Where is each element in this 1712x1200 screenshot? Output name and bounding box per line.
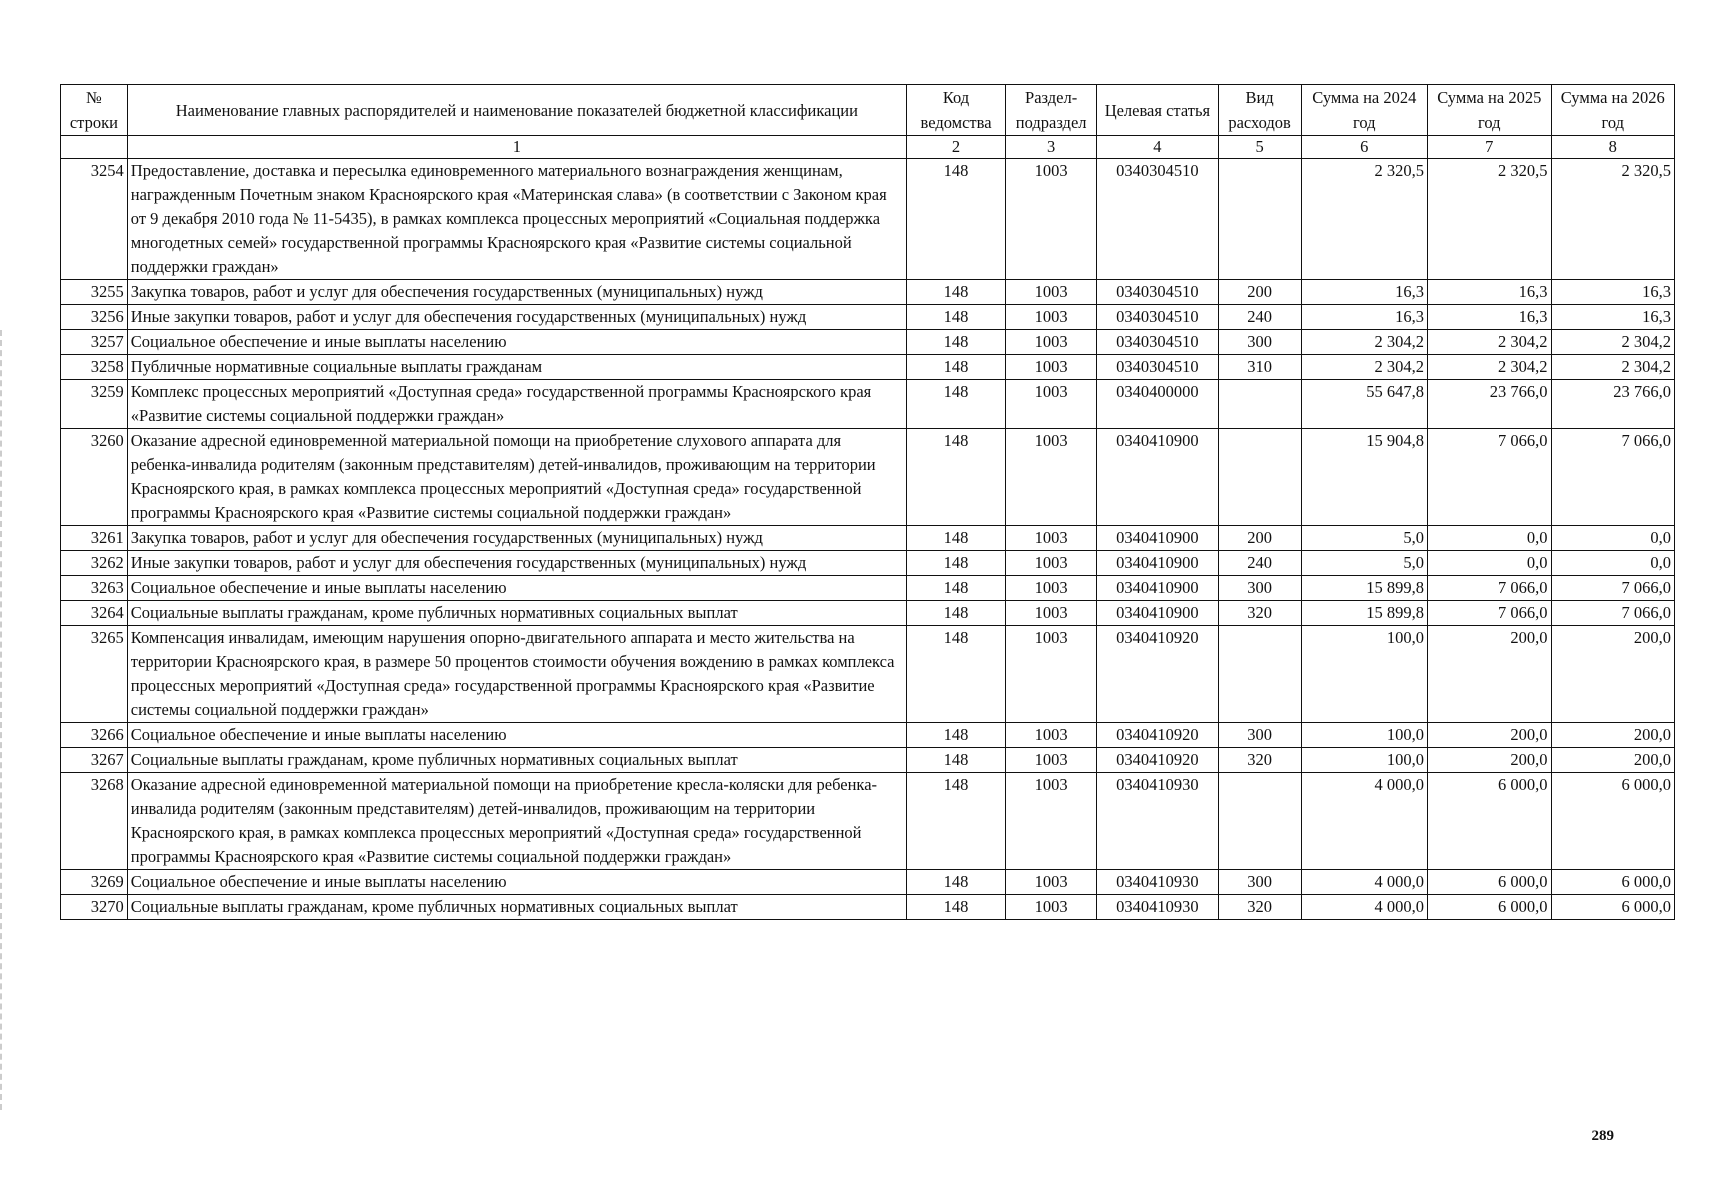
cell-dept-code: 148 xyxy=(906,601,1005,626)
cell-name: Социальное обеспечение и иные выплаты населению xyxy=(127,870,906,895)
cell-sum-2025: 0,0 xyxy=(1428,526,1551,551)
cell-row-no: 3269 xyxy=(61,870,128,895)
cell-sum-2026: 16,3 xyxy=(1551,305,1675,330)
cell-expense-type: 240 xyxy=(1218,551,1301,576)
cell-dept-code: 148 xyxy=(906,280,1005,305)
cell-dept-code: 148 xyxy=(906,380,1005,429)
cell-sum-2026: 6 000,0 xyxy=(1551,870,1675,895)
cell-section: 1003 xyxy=(1006,723,1097,748)
header-dept-code: Код ведомства xyxy=(906,85,1005,136)
cell-sum-2025: 200,0 xyxy=(1428,723,1551,748)
column-number: 6 xyxy=(1301,136,1427,159)
cell-target: 0340410930 xyxy=(1097,870,1218,895)
cell-sum-2026: 6 000,0 xyxy=(1551,773,1675,870)
cell-target: 0340410900 xyxy=(1097,551,1218,576)
table-row xyxy=(61,723,1675,748)
cell-row-no: 3259 xyxy=(61,380,128,429)
column-number: 8 xyxy=(1551,136,1675,159)
cell-row-no: 3261 xyxy=(61,526,128,551)
cell-dept-code: 148 xyxy=(906,330,1005,355)
table-row xyxy=(61,330,1675,355)
cell-row-no: 3262 xyxy=(61,551,128,576)
column-number: 3 xyxy=(1006,136,1097,159)
cell-name: Социальные выплаты гражданам, кроме публичных нормативных социальных выплат xyxy=(127,601,906,626)
cell-sum-2024: 4 000,0 xyxy=(1301,773,1427,870)
cell-target: 0340410920 xyxy=(1097,723,1218,748)
cell-row-no: 3268 xyxy=(61,773,128,870)
cell-sum-2024: 4 000,0 xyxy=(1301,895,1427,920)
cell-expense-type: 240 xyxy=(1218,305,1301,330)
cell-sum-2024: 55 647,8 xyxy=(1301,380,1427,429)
table-row xyxy=(61,870,1675,895)
cell-expense-type: 300 xyxy=(1218,330,1301,355)
cell-row-no: 3270 xyxy=(61,895,128,920)
cell-sum-2026: 200,0 xyxy=(1551,626,1675,723)
cell-name: Социальные выплаты гражданам, кроме публичных нормативных социальных выплат xyxy=(127,895,906,920)
cell-sum-2026: 2 304,2 xyxy=(1551,330,1675,355)
cell-target: 0340410920 xyxy=(1097,626,1218,723)
column-number: 1 xyxy=(127,136,906,159)
cell-expense-type: 310 xyxy=(1218,355,1301,380)
cell-sum-2024: 15 904,8 xyxy=(1301,429,1427,526)
cell-sum-2026: 7 066,0 xyxy=(1551,576,1675,601)
cell-sum-2025: 2 320,5 xyxy=(1428,159,1551,280)
cell-sum-2024: 5,0 xyxy=(1301,551,1427,576)
table-row xyxy=(61,380,1675,429)
cell-name: Оказание адресной единовременной материальной помощи на приобретение слухового аппарата для ребенка-инвалида родителям (законным представителям) детей-инвалидов, проживающим на территории Красноярского края, в рамках комплекса процессных мероприятий «Доступная среда» государственной программы Красноярского края «Развитие системы социальной поддержки граждан» xyxy=(127,429,906,526)
table-row xyxy=(61,576,1675,601)
cell-row-no: 3260 xyxy=(61,429,128,526)
cell-sum-2025: 7 066,0 xyxy=(1428,429,1551,526)
cell-target: 0340410900 xyxy=(1097,429,1218,526)
scan-edge-marks xyxy=(0,330,4,1110)
column-number xyxy=(61,136,128,159)
table-row xyxy=(61,773,1675,870)
budget-table xyxy=(60,84,1675,920)
cell-dept-code: 148 xyxy=(906,748,1005,773)
cell-sum-2024: 2 320,5 xyxy=(1301,159,1427,280)
cell-section: 1003 xyxy=(1006,626,1097,723)
cell-sum-2025: 16,3 xyxy=(1428,305,1551,330)
header-sum-2026: Сумма на 2026 год xyxy=(1551,85,1675,136)
cell-row-no: 3256 xyxy=(61,305,128,330)
cell-target: 0340400000 xyxy=(1097,380,1218,429)
cell-sum-2025: 16,3 xyxy=(1428,280,1551,305)
cell-row-no: 3263 xyxy=(61,576,128,601)
cell-sum-2024: 100,0 xyxy=(1301,626,1427,723)
cell-dept-code: 148 xyxy=(906,305,1005,330)
cell-name: Оказание адресной единовременной материальной помощи на приобретение кресла-коляски для ребенка-инвалида родителям (законным представителям) детей-инвалидов, проживающим на территории Красноярского края, в рамках комплекса процессных мероприятий «Доступная среда» государственной программы Красноярского края «Развитие системы социальной поддержки граждан» xyxy=(127,773,906,870)
cell-section: 1003 xyxy=(1006,870,1097,895)
cell-name: Социальное обеспечение и иные выплаты населению xyxy=(127,576,906,601)
cell-dept-code: 148 xyxy=(906,159,1005,280)
cell-target: 0340304510 xyxy=(1097,159,1218,280)
cell-row-no: 3266 xyxy=(61,723,128,748)
cell-section: 1003 xyxy=(1006,895,1097,920)
cell-dept-code: 148 xyxy=(906,626,1005,723)
table-row xyxy=(61,895,1675,920)
cell-target: 0340304510 xyxy=(1097,280,1218,305)
cell-sum-2025: 23 766,0 xyxy=(1428,380,1551,429)
cell-sum-2026: 7 066,0 xyxy=(1551,429,1675,526)
column-number: 5 xyxy=(1218,136,1301,159)
cell-target: 0340410900 xyxy=(1097,576,1218,601)
cell-row-no: 3258 xyxy=(61,355,128,380)
cell-sum-2026: 23 766,0 xyxy=(1551,380,1675,429)
table-row xyxy=(61,305,1675,330)
table-row xyxy=(61,626,1675,723)
cell-name: Закупка товаров, работ и услуг для обеспечения государственных (муниципальных) нужд xyxy=(127,280,906,305)
cell-sum-2024: 2 304,2 xyxy=(1301,355,1427,380)
cell-sum-2026: 0,0 xyxy=(1551,551,1675,576)
cell-sum-2024: 100,0 xyxy=(1301,748,1427,773)
cell-sum-2025: 6 000,0 xyxy=(1428,895,1551,920)
column-number: 4 xyxy=(1097,136,1218,159)
cell-name: Предоставление, доставка и пересылка единовременного материального вознаграждения женщинам, награжденным Почетным знаком Красноярского края «Материнская слава» (в соответствии с Законом края от 9 декабря 2010 года № 11-5435), в рамках комплекса процессных мероприятий «Социальная поддержка многодетных семей» государственной программы Красноярского края «Развитие системы социальной поддержки граждан» xyxy=(127,159,906,280)
header-target: Целевая статья xyxy=(1097,85,1218,136)
cell-name: Социальное обеспечение и иные выплаты населению xyxy=(127,330,906,355)
cell-name: Социальные выплаты гражданам, кроме публичных нормативных социальных выплат xyxy=(127,748,906,773)
cell-sum-2026: 2 320,5 xyxy=(1551,159,1675,280)
header-expense-type: Вид расходов xyxy=(1218,85,1301,136)
cell-row-no: 3255 xyxy=(61,280,128,305)
cell-sum-2026: 0,0 xyxy=(1551,526,1675,551)
cell-name: Публичные нормативные социальные выплаты гражданам xyxy=(127,355,906,380)
cell-sum-2026: 200,0 xyxy=(1551,748,1675,773)
cell-sum-2026: 6 000,0 xyxy=(1551,895,1675,920)
cell-section: 1003 xyxy=(1006,330,1097,355)
cell-target: 0340304510 xyxy=(1097,330,1218,355)
header-section: Раздел-подраздел xyxy=(1006,85,1097,136)
cell-row-no: 3265 xyxy=(61,626,128,723)
table-row xyxy=(61,526,1675,551)
cell-sum-2024: 15 899,8 xyxy=(1301,601,1427,626)
cell-sum-2024: 16,3 xyxy=(1301,280,1427,305)
cell-expense-type: 300 xyxy=(1218,576,1301,601)
cell-expense-type xyxy=(1218,380,1301,429)
cell-sum-2026: 2 304,2 xyxy=(1551,355,1675,380)
cell-section: 1003 xyxy=(1006,748,1097,773)
cell-sum-2024: 16,3 xyxy=(1301,305,1427,330)
cell-row-no: 3254 xyxy=(61,159,128,280)
header-name: Наименование главных распорядителей и наименование показателей бюджетной классификации xyxy=(127,85,906,136)
cell-expense-type xyxy=(1218,626,1301,723)
cell-dept-code: 148 xyxy=(906,576,1005,601)
cell-name: Иные закупки товаров, работ и услуг для обеспечения государственных (муниципальных) нужд xyxy=(127,551,906,576)
cell-section: 1003 xyxy=(1006,773,1097,870)
column-number-row xyxy=(61,136,1675,159)
cell-section: 1003 xyxy=(1006,526,1097,551)
cell-sum-2025: 6 000,0 xyxy=(1428,870,1551,895)
table-body xyxy=(61,159,1675,920)
column-number: 7 xyxy=(1428,136,1551,159)
cell-sum-2024: 5,0 xyxy=(1301,526,1427,551)
cell-section: 1003 xyxy=(1006,159,1097,280)
table-row xyxy=(61,159,1675,280)
cell-expense-type xyxy=(1218,773,1301,870)
cell-section: 1003 xyxy=(1006,305,1097,330)
table-row xyxy=(61,429,1675,526)
cell-sum-2025: 7 066,0 xyxy=(1428,601,1551,626)
cell-row-no: 3264 xyxy=(61,601,128,626)
cell-name: Иные закупки товаров, работ и услуг для обеспечения государственных (муниципальных) нужд xyxy=(127,305,906,330)
cell-row-no: 3257 xyxy=(61,330,128,355)
header-sum-2025: Сумма на 2025 год xyxy=(1428,85,1551,136)
cell-dept-code: 148 xyxy=(906,551,1005,576)
cell-target: 0340304510 xyxy=(1097,305,1218,330)
cell-sum-2025: 0,0 xyxy=(1428,551,1551,576)
table-row xyxy=(61,748,1675,773)
cell-sum-2026: 7 066,0 xyxy=(1551,601,1675,626)
cell-sum-2026: 16,3 xyxy=(1551,280,1675,305)
cell-section: 1003 xyxy=(1006,280,1097,305)
cell-target: 0340410930 xyxy=(1097,773,1218,870)
header-row-no: № строки xyxy=(61,85,128,136)
cell-sum-2025: 7 066,0 xyxy=(1428,576,1551,601)
table-row xyxy=(61,355,1675,380)
cell-name: Закупка товаров, работ и услуг для обеспечения государственных (муниципальных) нужд xyxy=(127,526,906,551)
cell-section: 1003 xyxy=(1006,551,1097,576)
column-number: 2 xyxy=(906,136,1005,159)
cell-sum-2024: 100,0 xyxy=(1301,723,1427,748)
cell-target: 0340304510 xyxy=(1097,355,1218,380)
cell-section: 1003 xyxy=(1006,429,1097,526)
cell-sum-2025: 2 304,2 xyxy=(1428,330,1551,355)
cell-expense-type: 200 xyxy=(1218,280,1301,305)
cell-expense-type: 320 xyxy=(1218,601,1301,626)
table-row xyxy=(61,601,1675,626)
cell-row-no: 3267 xyxy=(61,748,128,773)
cell-sum-2025: 200,0 xyxy=(1428,748,1551,773)
cell-section: 1003 xyxy=(1006,576,1097,601)
cell-expense-type: 300 xyxy=(1218,723,1301,748)
cell-expense-type: 320 xyxy=(1218,748,1301,773)
cell-dept-code: 148 xyxy=(906,526,1005,551)
cell-section: 1003 xyxy=(1006,601,1097,626)
cell-sum-2025: 6 000,0 xyxy=(1428,773,1551,870)
cell-expense-type: 300 xyxy=(1218,870,1301,895)
cell-dept-code: 148 xyxy=(906,723,1005,748)
table-row xyxy=(61,551,1675,576)
cell-expense-type: 200 xyxy=(1218,526,1301,551)
cell-expense-type: 320 xyxy=(1218,895,1301,920)
header-sum-2024: Сумма на 2024 год xyxy=(1301,85,1427,136)
cell-target: 0340410900 xyxy=(1097,601,1218,626)
cell-dept-code: 148 xyxy=(906,773,1005,870)
cell-name: Социальное обеспечение и иные выплаты населению xyxy=(127,723,906,748)
cell-target: 0340410920 xyxy=(1097,748,1218,773)
cell-sum-2025: 2 304,2 xyxy=(1428,355,1551,380)
table-row xyxy=(61,280,1675,305)
cell-expense-type xyxy=(1218,159,1301,280)
cell-dept-code: 148 xyxy=(906,355,1005,380)
table-header xyxy=(61,85,1675,159)
cell-sum-2025: 200,0 xyxy=(1428,626,1551,723)
cell-target: 0340410930 xyxy=(1097,895,1218,920)
cell-sum-2024: 4 000,0 xyxy=(1301,870,1427,895)
cell-dept-code: 148 xyxy=(906,870,1005,895)
header-row xyxy=(61,85,1675,136)
cell-sum-2024: 2 304,2 xyxy=(1301,330,1427,355)
cell-dept-code: 148 xyxy=(906,895,1005,920)
cell-dept-code: 148 xyxy=(906,429,1005,526)
cell-sum-2024: 15 899,8 xyxy=(1301,576,1427,601)
page-number: 289 xyxy=(1591,1128,1614,1144)
cell-name: Компенсация инвалидам, имеющим нарушения опорно-двигательного аппарата и место жительства на территории Красноярского края, в размере 50 процентов стоимости обучения вождению в рамках комплекса процессных мероприятий «Доступная среда» государственной программы Красноярского края «Развитие системы социальной поддержки граждан» xyxy=(127,626,906,723)
cell-sum-2026: 200,0 xyxy=(1551,723,1675,748)
cell-name: Комплекс процессных мероприятий «Доступная среда» государственной программы Красноярского края «Развитие системы социальной поддержки граждан» xyxy=(127,380,906,429)
cell-section: 1003 xyxy=(1006,380,1097,429)
cell-section: 1003 xyxy=(1006,355,1097,380)
cell-expense-type xyxy=(1218,429,1301,526)
cell-target: 0340410900 xyxy=(1097,526,1218,551)
